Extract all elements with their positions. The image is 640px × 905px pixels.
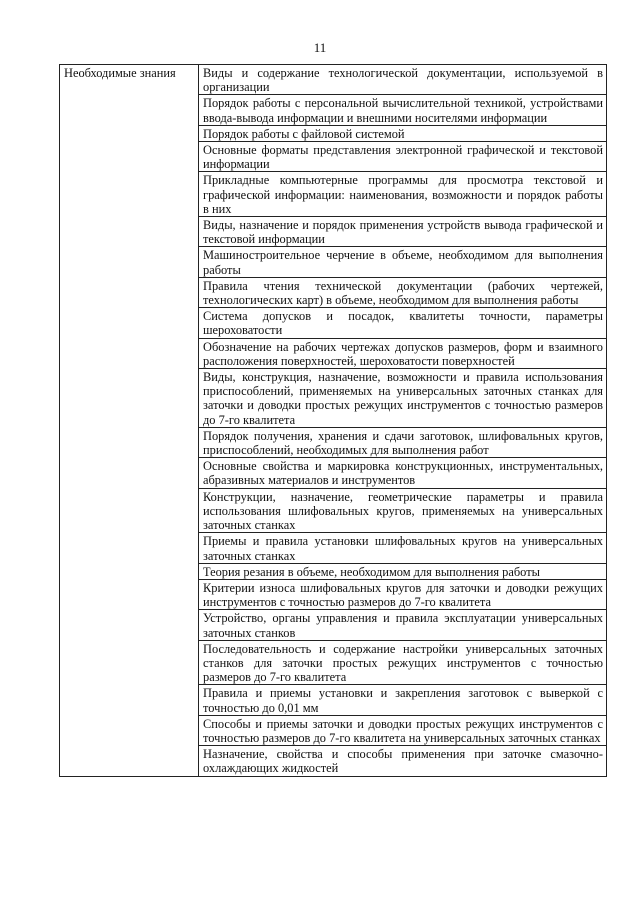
knowledge-item: Обозначение на рабочих чертежах допусков размеров, форм и взаимного расположения поверхностей, шероховатости поверхностей (199, 338, 607, 368)
knowledge-item: Порядок работы с файловой системой (199, 125, 607, 141)
knowledge-item: Способы и приемы заточки и доводки простых режущих инструментов с точностью размеров до 7-го квалитета на универсальных заточных станках (199, 715, 607, 745)
table-row (60, 65, 607, 95)
knowledge-item: Назначение, свойства и способы применения при заточке смазочно-охлаждающих жидкостей (199, 746, 607, 776)
knowledge-item: Виды и содержание технологической документации, используемой в организации (199, 65, 607, 95)
knowledge-item: Конструкции, назначение, геометрические параметры и правила использования шлифовальных кругов, применяемых на универсальных заточных станках (199, 488, 607, 533)
knowledge-item: Устройство, органы управления и правила эксплуатации универсальных заточных станков (199, 610, 607, 640)
knowledge-item: Прикладные компьютерные программы для просмотра текстовой и графической информации: наименования, возможности и порядок работы в них (199, 172, 607, 217)
knowledge-item: Теория резания в объеме, необходимом для выполнения работы (199, 563, 607, 579)
knowledge-item: Правила чтения технической документации (рабочих чертежей, технологических карт) в объеме, необходимом для выполнения работы (199, 277, 607, 307)
knowledge-item: Порядок работы с персональной вычислительной техникой, устройствами ввода-вывода информации и внешними носителями информации (199, 95, 607, 125)
knowledge-item: Основные свойства и маркировка конструкционных, инструментальных, абразивных материалов и инструментов (199, 458, 607, 488)
knowledge-item: Критерии износа шлифовальных кругов для заточки и доводки режущих инструментов с точностью размеров до 7-го квалитета (199, 579, 607, 609)
knowledge-item: Основные форматы представления электронной графической и текстовой информации (199, 142, 607, 172)
knowledge-item: Приемы и правила установки шлифовальных кругов на универсальных заточных станках (199, 533, 607, 563)
knowledge-item: Порядок получения, хранения и сдачи заготовок, шлифовальных кругов, приспособлений, необходимых для выполнения работ (199, 427, 607, 457)
section-label: Необходимые знания (60, 65, 199, 777)
knowledge-item: Машиностроительное черчение в объеме, необходимом для выполнения работы (199, 247, 607, 277)
knowledge-item: Виды, конструкция, назначение, возможности и правила использования приспособлений, применяемых на универсальных заточных станках для заточки и доводки простых режущих инструментов с точностью размеров до 7-го квалитета (199, 369, 607, 428)
knowledge-item: Система допусков и посадок, квалитеты точности, параметры шероховатости (199, 308, 607, 338)
knowledge-item: Правила и приемы установки и закрепления заготовок с выверкой с точностью до 0,01 мм (199, 685, 607, 715)
requirements-table (59, 64, 607, 777)
page-number: 11 (313, 40, 327, 55)
knowledge-item: Виды, назначение и порядок применения устройств вывода графической и текстовой информации (199, 217, 607, 247)
knowledge-item: Последовательность и содержание настройки универсальных заточных станков для заточки простых режущих инструментов с точностью размеров до 7-го квалитета (199, 640, 607, 685)
